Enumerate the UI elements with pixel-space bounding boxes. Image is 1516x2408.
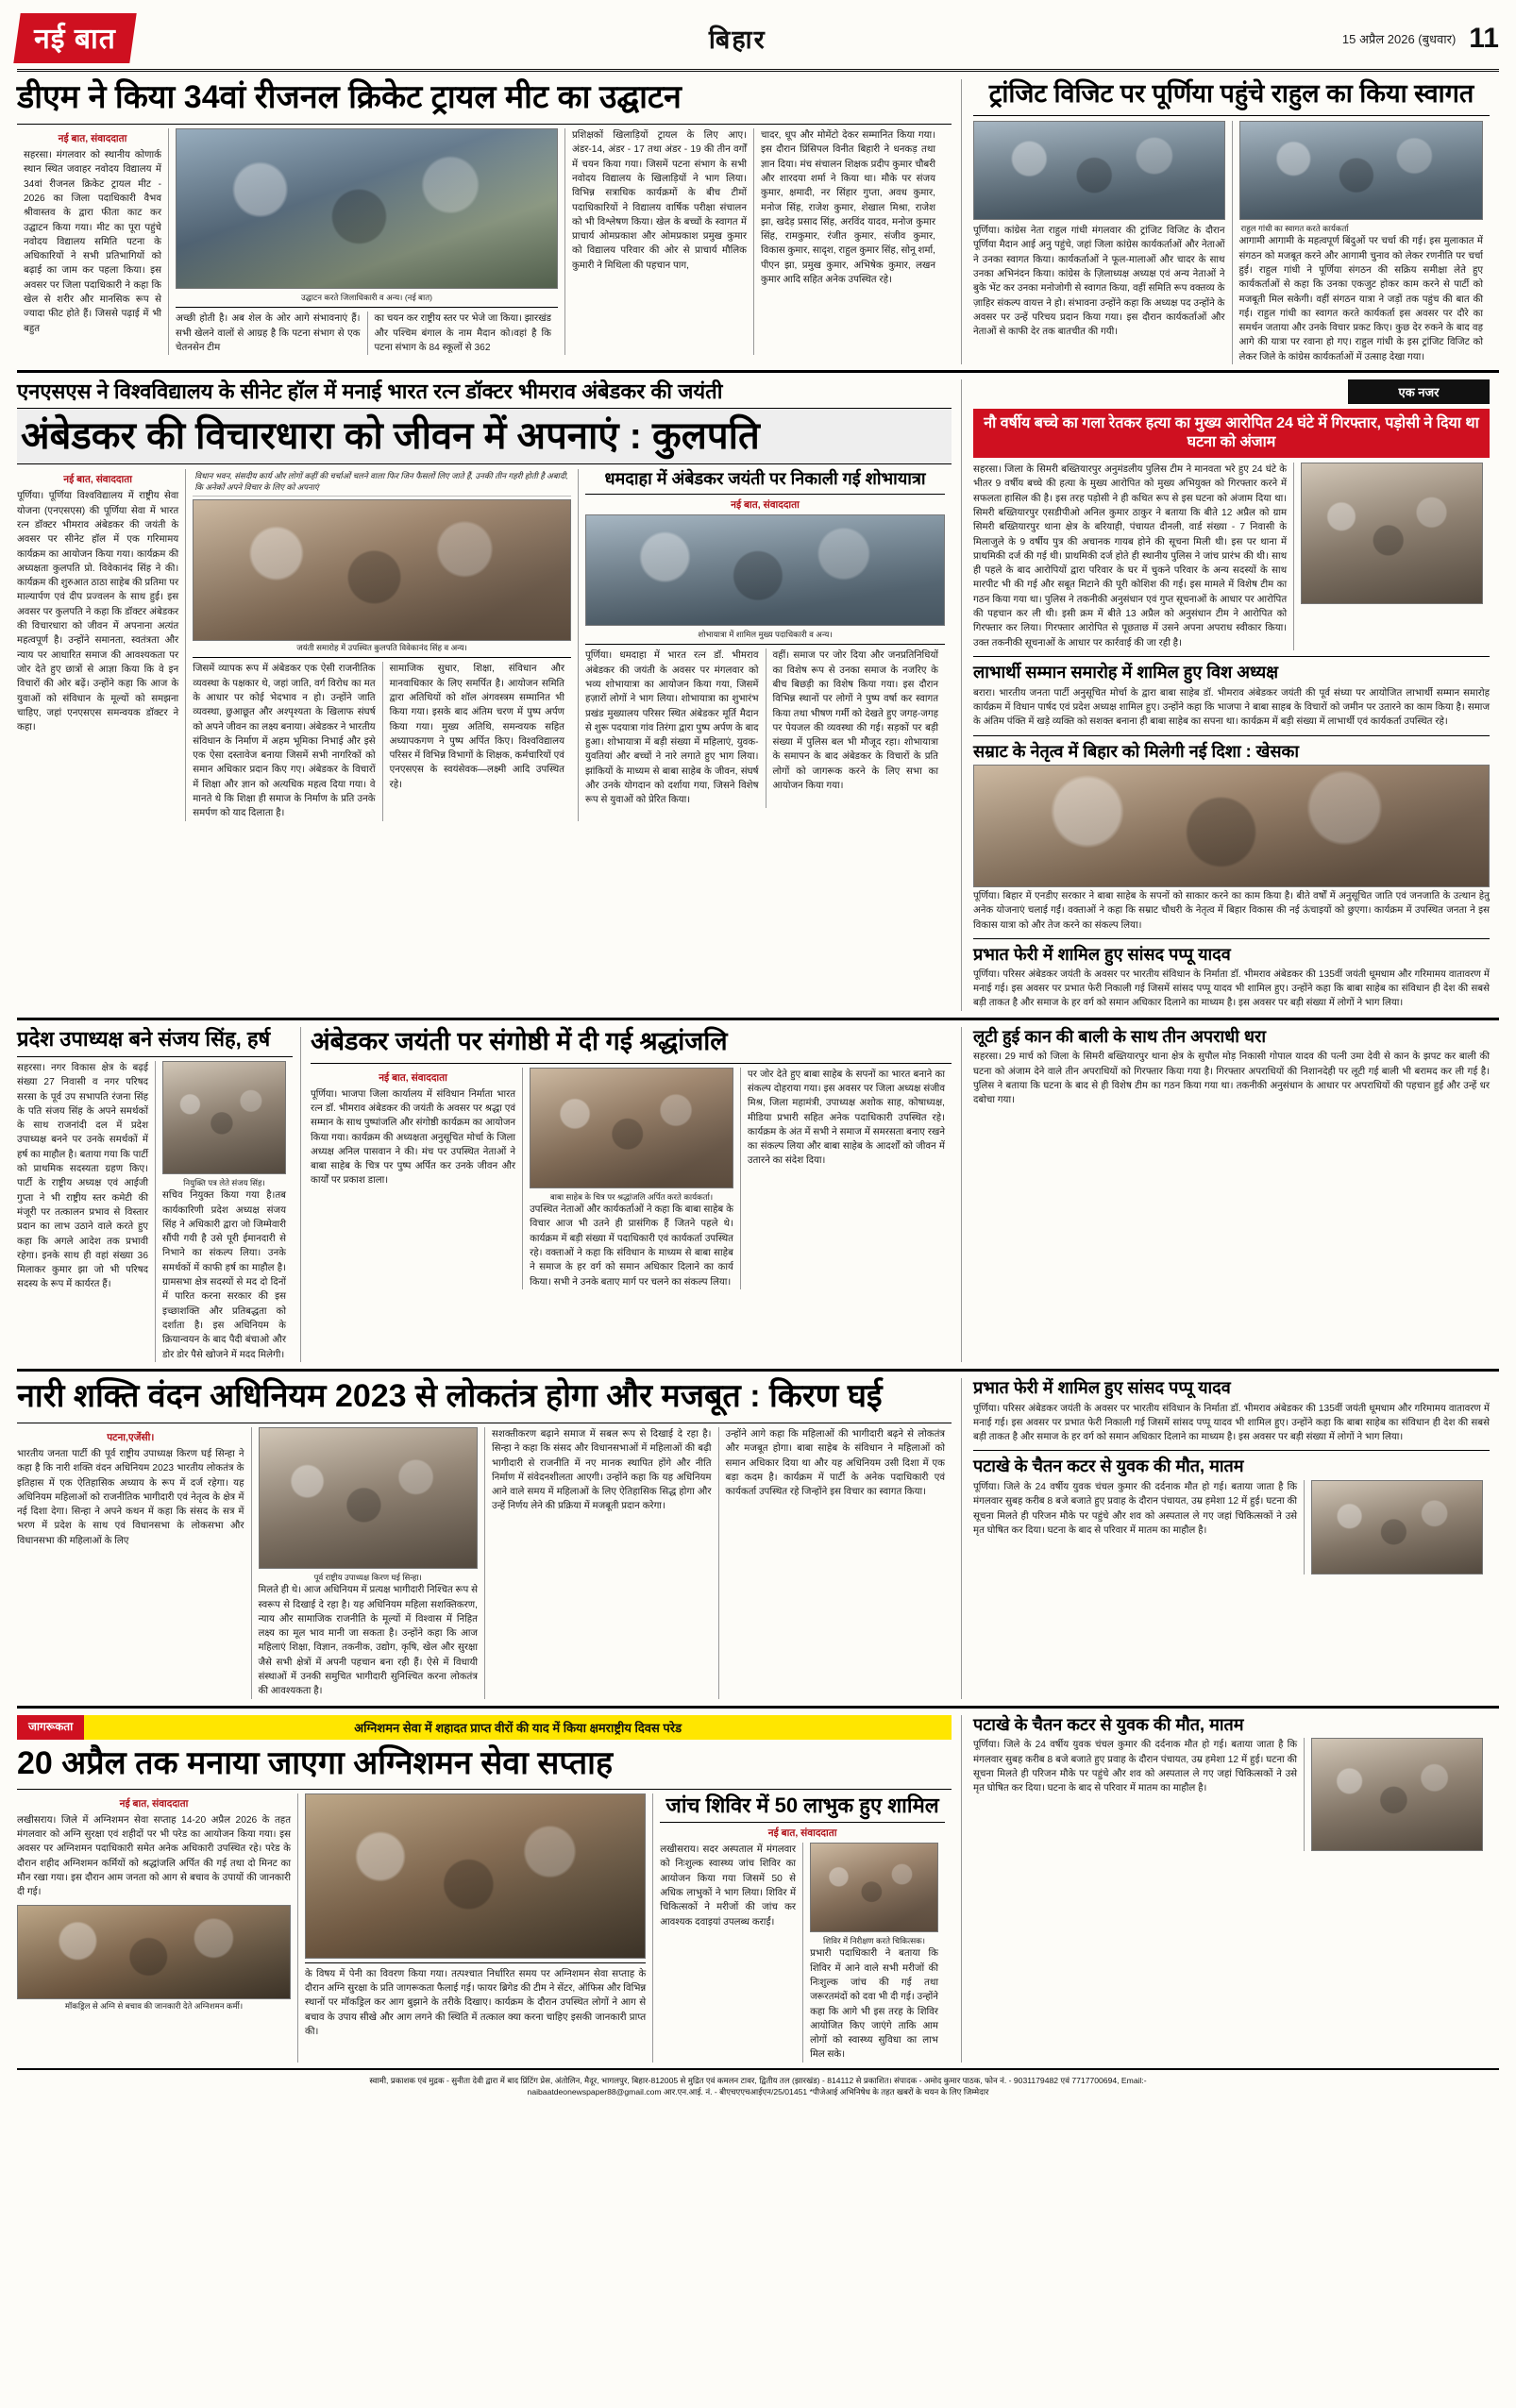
janch-photo-caption: शिविर में निरीक्षण करते चिकित्सक। <box>823 1936 926 1946</box>
rahul-photo-2 <box>1239 121 1484 220</box>
dhamdaha-col-1: पूर्णिया। धमदाहा में भारत रत्न डॉ. भीमराव अंबेडकर की जयंती के अवसर पर मंगलवार को भव्य शोभायात्रा का आयोजन किया गया, जिसमें हज़ारों लोगों ने भाग लिया। शोभायात्रा का शुभारंभ प्रखंड मुख्यालय परिसर स्थित अंबेडकर मूर्ति मैदान से शुरू पदयात्रा गांव तिरंगा द्वारा पुष्प अर्पण के बाद हुआ। शोभायात्रा में बड़ी संख्या में महिलाएं, युवक-युवतियां और बच्चों ने नारे लगाते हुए भाग लिया। झांकियों के माध्यम से बाबा साहेब के जीवन, संघर्ष और उनके योगदान को दर्शाया गया, जिसने विशेष रूप से युवाओं को प्रेरित किया। <box>585 650 759 806</box>
logo <box>13 13 136 63</box>
agnishaman-col-2: के विषय में पेनी का विवरण किया गया। तत्पश्चात निर्धारित समय पर अग्निशमन सेवा सप्ताह के दौरान अग्नि सुरक्षा के प्रति जागरूकता फैलाई गई। फायर ब्रिगेड की टीम ने सेंटर, ऑफिस और विभिन्न स्थानों पर मॉकड्रिल कर आग बुझाने के तरीके दिखाए। कार्यक्रम के दौरान उपस्थित लोगों ने आग से बचाव के उपाय सीखे और आग लगने की स्थिति में तत्काल क्या करना चाहिए इसकी जानकारी प्राप्त की। <box>305 1968 647 2037</box>
agnishaman-story <box>17 1715 961 2063</box>
loot-text: सहरसा। 29 मार्च को जिला के सिमरी बख्तियारपुर थाना क्षेत्र के सुपौल मोड़ निकासी गोपाल यादव की पत्नी उमा देवी से कान के झपट कर बाली की घटना को अंजाम देने वाले तीन अपराधियों को गिरफ्तार किया गया है। गिरफ्तार अपराधियों की निशानदेही पर लूटी गई बाली भी बरामद कर ली गई है। पुलिस ने बताया कि घटना के बाद से ही विशेष टीम का गठन किया गया था। तकनीकी अनुसंधान के आधार पर अपराधियों की पहचान हुई और उन्हें धर दबोचा गया। <box>973 1052 1490 1106</box>
janch-shivir-story <box>652 1793 952 2063</box>
janch-headline: जांच शिविर में 50 लाभुक हुए शामिल <box>665 1793 939 1817</box>
janch-photo <box>810 1843 938 1932</box>
nari-col-1: भारतीय जनता पार्टी की पूर्व राष्ट्रीय उपाध्यक्ष किरण घई सिन्हा ने कहा है कि नारी शक्ति वंदन अधिनियम 2023 भारतीय लोकतंत्र के इतिहास में एक ऐतिहासिक अध्याय के रूप में दर्ज रहेगा। यह अधिनियम महिलाओं को राजनीतिक भागीदारी एवं नेतृत्व के क्षेत्र में नई दिशा देगा। सिन्हा ने अपने कथन में कहा कि संसद के सत्र में भरण में प्रदेश के साथ एवं विधानसभा के लोकसभा और विधानसभा की महिलाओं के लिए <box>17 1448 244 1546</box>
rahul-photo-1 <box>973 121 1225 220</box>
agnishaman-photo-1 <box>305 1793 646 1959</box>
sanjay-photo-caption: नियुक्ति पत्र लेते संजय सिंह। <box>183 1177 265 1187</box>
agnishaman-band: अग्निशमन सेवा में शहादत प्राप्त वीरों की याद में किया क्षमराष्ट्रीय दिवस परेड <box>84 1715 952 1740</box>
ek-nazar-redbar: नौ वर्षीय बच्चे का गला रेतकर हत्या का मुख्य आरोपित 24 घंटे में गिरफ्तार, पड़ोसी ने दिया था घटना को अंजाम <box>973 409 1490 458</box>
lead-col-4: प्रशिक्षकों खिलाड़ियों ट्रायल के लिए आए। अंडर-14, अंडर - 17 तथा अंडर - 19 की तीन वर्गों में चयन किया गया। जिसमें पटना संभाग के सभी नवोदय विद्यालय के खिलाड़ियों ने भाग लिया। विभिन्न सत्राधिक कार्यक्रमों के बीच टीमों पदाधिकारियों ने विद्यालय वार्षिक परीक्षा संचालन को भी विश्लेषण किया। खेल के बच्चों के स्वागत में प्राचार्य ओमप्रकाश और ओमप्रकाश प्रमुख कुमार को विद्यालय परिवार की ओर से प्राचार्य मौलिक कुमारी ने मिथिला की पहचान पाग, <box>572 130 747 271</box>
nari-photo-caption: पूर्व राष्ट्रीय उपाध्यक्ष किरण घई सिन्हा। <box>313 1572 422 1582</box>
lead-photo-caption: उद्घाटन करते जिलाधिकारी व अन्य। (नई बात) <box>301 293 432 303</box>
nari-col-4: उन्होंने आगे कहा कि महिलाओं की भागीदारी बढ़ने से लोकतंत्र और मजबूत होगा। बाबा साहेब के संविधान ने महिलाओं को समान अधिकार दिया था और यह अधिनियम उसी दिशा में एक बड़ा कदम है। कार्यक्रम में पार्टी के अनेक पदाधिकारी एवं कार्यकर्ता उपस्थित रहे जिन्होंने इस विचार का स्वागत किया। <box>725 1428 945 1498</box>
ambedkar-photo-caption: जयंती समारोह में उपस्थित कुलपति विवेकानंद सिंह व अन्य। <box>296 643 467 653</box>
nari-col-3: सशक्तीकरण बढ़ाने समाज में सबल रूप से दिखाई दे रहा है। सिन्हा ने कहा कि संसद और विधानसभाओं में महिलाओं की बढ़ी भागीदारी से राजनीति में नए मानक स्थापित होंगे और नीति निर्माण में संवेदनशीलता आएगी। उन्होंने कहा कि यह अधिनियम आने वाले समय में महिलाओं के लिए ऐतिहासिक सिद्ध होगा और उन्हें निर्णय लेने की प्रक्रिया में मजबूती प्रदान करेगा। <box>492 1428 712 1512</box>
patakha-headline: पटाखे के चैतन कटर से युवक की मौत, मातम <box>973 1457 1244 1476</box>
dhamdaha-photo <box>585 514 945 626</box>
sangoshthi-col-1: पूर्णिया। भाजपा जिला कार्यालय में संविधान निर्माता भारत रत्न डॉ. भीमराव अंबेडकर की जयंती के अवसर पर श्रद्धा एवं सम्मान के साथ पुष्पांजलि और संगोष्ठी कार्यक्रम का आयोजन किया गया। कार्यक्रम की अध्यक्षता अनुसूचित मोर्चा के जिला अध्यक्ष अनिल पासवान ने की। मंच पर उपस्थित नेताओं ने बाबा साहेब के चित्र पर पुष्प अर्पित कर उनके जीवन और कार्यों पर प्रकाश डाला। <box>311 1088 516 1187</box>
ambedkar-kicker: एनएसएस ने विश्वविद्यालय के सीनेट हॉल में मनाई भारत रत्न डॉक्टर भीमराव अंबेडकर की जयंती <box>17 379 723 404</box>
page-number: 11 <box>1469 22 1499 54</box>
patakha-headline-2: पटाखे के चैतन कटर से युवक की मौत, मातम <box>973 1714 1244 1734</box>
janch-col-2: प्रभारी पदाधिकारी ने बताया कि शिविर में आने वाले सभी मरीजों की निःशुल्क जांच की गई तथा जरूरतमंदों को दवा भी दी गई। उन्होंने कहा कि आगे भी इस तरह के शिविर आयोजित किए जाएंगे ताकि आम लोगों को स्वास्थ्य सुविधा का लाभ मिल सके। <box>810 1948 938 2061</box>
labharthi-text: बरारा। भारतीय जनता पार्टी अनुसूचित मोर्चा के द्वारा बाबा साहेब डॉ. भीमराव अंबेडकर जयंती की पूर्व संध्या पर आयोजित लाभार्थी सम्मान समारोह कार्यक्रम में विधान पार्षद एवं प्रदेश अध्यक्ष शामिल हुए। उन्होंने कहा कि भाजपा ने बाबा साहब के विचारों को जमीन पर उतारने का काम किया है। समाज के अंतिम पंक्ति में खड़े व्यक्ति को सशक्त बनाना ही बाबा साहेब का सपना था। कार्यक्रम में बड़ी संख्या में लाभार्थी एवं कार्यकर्ता उपस्थित रहे। <box>973 687 1490 728</box>
lead-col-3: का चयन कर राष्ट्रीय स्तर पर भेजे जा किया। झारखंड और पश्चिम बंगाल के नाम मैदान को।वहां है कि पटना संभाग के 84 स्कूलों से 362 <box>374 313 551 354</box>
mid-block <box>17 379 1499 1011</box>
bottom-right-column <box>961 1715 1490 2063</box>
bottom-block <box>17 1715 1499 2063</box>
agnishaman-photo-caption: मॉकड्रिल से अग्नि से बचाव की जानकारी देते अग्निशमन कर्मी। <box>64 2000 244 2011</box>
footer-line-2: naibaatdeonewspaper88@gmail.com आर.एन.आई. नं. - बीएचएएचआईएन/25/01451 *पीजेआई अभिनिषेध के तहत खबरों के चयन के लिए जिम्मेदार <box>527 2087 989 2097</box>
lead-col-1: सहरसा। मंगलवार को स्थानीय कोणार्क स्थान स्थित जवाहर नवोदय विद्यालय में 34वां रीजनल क्रिकेट ट्रायल मीट - 2026 का जिला पदाधिकारी वैभव श्रीवास्तव के द्वारा फीता काट कर उद्घाटन किया गया। मीट का पूरा पहुंचे नवोदय विद्यालय समिति पटना के अधिकारियों ने सभी प्रतिभागियों को बढ़ाई का जाम कर पहला किया। इस अवसर पर जिला पदाधिकारी ने कहा कि खेल से शरीर और मानसिक रूप से ज्यादा फीट होते हैं। जिससे पढ़ाई में भी बहुत <box>24 150 161 334</box>
ambedkar-photo <box>193 499 571 641</box>
nari-block <box>17 1378 1499 1699</box>
labharthi-headline: लाभार्थी सम्मान समारोह में शामिल हुए विश अध्यक्ष <box>973 662 1279 682</box>
footer-line-1: स्वामी, प्रकाशक एवं मुद्रक - सुनीता देवी द्वारा में बाद प्रिंटिंग प्रेस, अंतोलिन, मैदूर, भागलपुर, बिहार-812005 से मुद्रित एवं कमलन टावर, द्वितीय तल (झारखंड) - 814112 से प्रकाशित। संपादक - अमोद कुमार पाठक, फोन नं. - 9031179482 एवं 7717700694, Email:- <box>369 2075 1147 2085</box>
top-block <box>17 79 1499 364</box>
lead-col-5: चादर, धूप और मोमेंटो देकर सम्मानित किया गया। इस दौरान प्रिंसिपल विनीत बिहारी ने धनकड़ तथा ज्ञान दिया। मंच संचालन शिक्षक प्रदीप कुमार चौबरी और शारदया शर्मा ने किया था। मौके पर संजय कुमार, क्षमादी, नर सिंहार गुप्ता, अवध कुमार, मनोज सिंह, राजेश कुमार, शेखाल मिश्रा, राजेश झा, खदेड़ प्रसाद सिंह, अरविंद यादव, मनोज कुमार सिंह, रामकुमार, रंजीत कुमार, संजीव कुमार, विकास कुमार, सादृश, राहुल कुमार सिंह, सोनू शर्मा, पीएन झा, प्रमुख कुमार, अभिषेक कुमार, लखन कुमार आदि सहित अनेक उपस्थित रहे। <box>761 130 935 286</box>
patakha-text: पूर्णिया। जिले के 24 वर्षीय युवक चंचल कुमार की दर्दनाक मौत हो गई। बताया जाता है कि मंगलवार सुबह करीब 8 बजे बजाते हुए प्रवाह के दौरान पंचायत, उम्र हमेशा 12 में हुई। घटना की सूचना मिलते ही परिजन मौके पर पहुंचे और शव को अस्पताल ले गए जहां चिकित्सकों ने उसे मृत घोषित कर दिया। घटना के बाद से परिवार में मातम का माहौल है। <box>973 1482 1298 1537</box>
samrat-text: पूर्णिया। बिहार में एनडीए सरकार ने बाबा साहेब के सपनों को साकार करने का काम किया है। बीते वर्षों में अनुसूचित जाति एवं जनजाति के उत्थान हेतु अनेक योजनाएं चलाई गईं। वक्ताओं ने कहा कि सम्राट चौधरी के नेतृत्व में बिहार विकास की नई ऊंचाइयों को छुएगा। कार्यक्रम में उपस्थित जनता ने इस विकास यात्रा को और तेज करने का संकल्प लिया। <box>973 891 1490 931</box>
samrat-photo <box>973 765 1490 887</box>
lead-headline: डीएम ने किया 34वां रीजनल क्रिकेट ट्रायल मीट का उद्घाटन <box>17 79 682 115</box>
nari-byline: पटना,एजेंसी। <box>107 1431 155 1443</box>
sangoshthi-col-2: उपस्थित नेताओं और कार्यकर्ताओं ने कहा कि बाबा साहेब के विचार आज भी उतने ही प्रासंगिक हैं जितने पहले थे। कार्यक्रम में बड़ी संख्या में पदाधिकारी एवं कार्यकर्ता उपस्थित रहे। वक्ताओं ने कहा कि संविधान के माध्यम से बाबा साहेब ने समाज के हर वर्ग को समान अधिकार दिलाने का कार्य किया। सभी ने उनके बताए मार्ग पर चलने का संकल्प लिया। <box>530 1204 733 1288</box>
sanjay-col-2: सचिव नियुक्त किया गया है।तब कार्यकारिणी प्रदेश अध्यक्ष संजय सिंह ने अधिकारी द्वारा जो जिम्मेवारी सौंपी गयी है उसे पूरी ईमानदारी से निभाने का संकल्प लिया। उनके समर्थकों में काफी हर्ष का माहौल है। ग्रामसभा क्षेत्र सदस्यों से मद दो दिनों में पारित करना सरकार की इस इच्छाशक्ति और प्रतिबद्धता को दर्शाता है। इस अधिनियम के क्रियान्वयन के बाद पैदी बंचाओ और डोर डोर पैसे खोजने में मदद मिलेगी। <box>162 1190 286 1360</box>
agnishaman-headline: 20 अप्रैल तक मनाया जाएगा अग्निशमन सेवा सप्ताह <box>17 1744 614 1781</box>
sangoshthi-col-3: पर जोर देते हुए बाबा साहेब के सपनों का भारत बनाने का संकल्प दोहराया गया। इस अवसर पर जिला अध्यक्ष संजीव मिश्र, जिला महामंत्री, उपाध्यक्ष अशोक साह, कोषाध्यक्ष, मीडिया प्रभारी सहित अनेक पदाधिकारी उपस्थित रहे। कार्यक्रम के अंत में सभी ने समाज में समरसता बनाए रखने का संकल्प लिया और बाबा साहेब के आदर्शों को जीवन में उतारने का संदेश दिया। <box>747 1069 945 1167</box>
edition-name: बिहार <box>708 25 766 54</box>
lead-col-2: अच्छी होती है। अब शेल के ओर आगे संभावनाएं हैं। सभी खेलने वालों से आग्रह है कि पटना संभाग से एक चेतनसेन टीम <box>176 313 361 354</box>
rahul-col-2: आगामी आगामी के महत्वपूर्ण बिंदुओं पर चर्चा की गई। इस मुलाकात में संगठन को मजबूत करने और आगामी चुनाव को लेकर रणनीति पर चर्चा हुई। राहुल गांधी ने पूर्णिया संगठन की सक्रिय समीक्षा लेते हुए कार्यकर्ताओं से कहा कि उनका एकजुट होकर काम करने से पार्टी को मजबूती मिल सकेगी। वहीं संगठन यात्रा ने जड़ों तक पहुंच की बात की गई। राहुल गांधी का स्वागत करते कार्यकर्ता इस अवसर पर दौरे का समर्थन जताया और उनके विचार प्रकट किए। कुछ देर रुकने के बाद वह आगे की यात्रा पर रवाना हो गए। राहुल गांधी के इस ट्रांजिट विजिट को लेकर जिले के कांग्रेस कार्यकर्ताओं में उत्साह देखा गया। <box>1238 236 1483 362</box>
dhamdaha-photo-caption: शोभायात्रा में शामिल मुख्य पदाधिकारी व अन्य। <box>698 630 833 640</box>
sangoshthi-story <box>300 1027 961 1362</box>
dhamdaha-col-2: वहीं। समाज पर जोर दिया और जनप्रतिनिधियों का विशेष रूप से उनका समाज के नजरिए के बीच बिछड़ी का विशेष किया गया। इस दौरान विभिन्न स्थानों पर लोगों ने पुष्प वर्षा कर स्वागत किया तथा भीषण गर्मी को देखते हुए जगह-जगह पर पेयजल की व्यवस्था की गई। सड़कों पर बड़ी संख्या में पुलिस बल भी मौजूद रहा। शोभायात्रा के समापन के बाद अंबेडकर के विचारों के प्रति लोगों को जागरूक करने के लिए सभा का आयोजन किया गया। <box>772 650 938 792</box>
nari-col-2: मिलते ही थे। आज अधिनियम में प्रत्यक्ष भागीदारी निश्चित रूप से स्वरूप से दिखाई दे रहा है। यह अधिनियम महिला सशक्तिकरण, न्याय और सामाजिक राजनीति के मूल्यों में विश्वास में निहित लक्ष्य का मूल भाव मानी जा सकता है। उन्होंने कहा कि आज महिलाएं शिक्षा, विज्ञान, तकनीक, उद्योग, कृषि, खेल और सुरक्षा जैसे सभी क्षेत्रों में अपनी पहचान बना रही हैं। ऐसे में विधायी संस्थाओं में उनकी समुचित भागीदारी सुनिश्चित करना लोकतंत्र की आवश्यकता है। <box>258 1585 478 1697</box>
agnishaman-photo-2 <box>17 1905 291 1999</box>
sangoshthi-photo-caption: बाबा साहेब के चित्र पर श्रद्धांजलि अर्पित करते कार्यकर्ता। <box>549 1191 714 1202</box>
ambedkar-col-2: जिसमें व्यापक रूप में अंबेडकर एक ऐसी राजनीतिक व्यवस्था के पक्षकार थे, जहां जाति, वर्ग विरोध का मत के आधार पर कोई भेदभाव न हो। उन्होंने जाति व्यवस्था, छुआछूत और अश्पृश्यता के खिलाफ संघर्ष को अपने जीवन का लक्ष्य बनाया। अंबेडकर ने भारतीय संविधान के निर्माण में अहम भूमिका निभाई और इसे एक ऐसा दस्तावेज बनाया जिसमें सभी नागरिकों को समान अधिकार प्रदान किए गए। अंबेडकर के विचारों में शिक्षा और ज्ञान को अत्यधिक महत्व दिया गया। वे मानते थे कि शिक्षा ही समाज के निर्माण के प्रति उनके समर्पण को याद दिलाता है। <box>193 664 376 819</box>
sangoshthi-byline: नई बात, संवाददाता <box>379 1071 447 1084</box>
lead-byline: नई बात, संवाददाता <box>58 133 127 145</box>
pradesh-upadhyaksh-story <box>17 1027 300 1362</box>
ambedkar-headline: अंबेडकर की विचारधारा को जीवन में अपनाएं : कुलपति <box>17 408 952 464</box>
sanjay-col-1: सहरसा। नगर विकास क्षेत्र के बढ़ई संख्या 27 निवासी व नगर परिषद सरसा के पूर्व उप सभापति रंजना सिंह के पति संजय सिंह के अपने समर्थकों के साथ राजनांदी दल में प्रदेश उपाध्यक्ष बनने पर उनके समर्थकों में हर्ष का माहौल है। बताया गया कि पार्टी को प्राथमिक सदस्यता ग्रहण किए। पार्टी के राष्ट्रीय अध्यक्ष एवं आईजी गुप्ता ने भी राष्ट्रीय स्तर कमेटी की मंजूरी पर तत्कालन प्रभाव से विस्तार प्रदान का लाभ उठाने वाले करते हुए कहा कि अगले आदेश तक प्रभावी रहेगा। इनके साथ ही वहां संख्या 36 मिलाकर कुमार झा जो भी परिषद सदस्य के रूप में कार्यरत हैं। <box>17 1062 148 1290</box>
sangoshthi-photo <box>530 1068 733 1188</box>
janch-byline: नई बात, संवाददाता <box>767 1827 837 1840</box>
lead-photo <box>176 128 558 289</box>
pappu-text-2: पूर्णिया। परिसर अंबेडकर जयंती के अवसर पर भारतीय संविधान के निर्माता डॉ. भीमराव अंबेडकर की 135वीं जयंती धूमधाम और गरिमामय वातावरण में मनाई गई। इस अवसर पर प्रभात फेरी निकाली गई जिसमें सांसद पप्पू यादव भी शामिल हुए। उन्होंने कहा कि बाबा साहेब का संविधान ही देश की सबसे बड़ी ताकत है और समाज के हर वर्ग को समान अधिकार दिलाने का माध्यम है। इस अवसर पर बड़ी संख्या में लोगों ने भाग लिया। <box>973 1403 1490 1443</box>
third-right-column <box>961 1027 1490 1362</box>
lead-story <box>17 79 961 364</box>
footer <box>17 2068 1499 2098</box>
ek-nazar-label: एक नजर <box>1348 379 1490 404</box>
nari-story <box>17 1378 961 1699</box>
rahul-headline: ट्रांजिट विजिट पर पूर्णिया पहुंचे राहुल का किया स्वागत <box>988 79 1474 108</box>
logo-text: नई बात <box>34 24 116 55</box>
third-block <box>17 1027 1499 1362</box>
ambedkar-col-1: पूर्णिया। पूर्णिया विश्वविद्यालय में राष्ट्रीय सेवा योजना (एनएसएस) की पूर्णिया सेवा में भारत रत्न डॉक्टर भीमराव अंबेडकर की जयंती के अवसर पर सीनेट हॉल में एक गरिमामय कार्यक्रम का आयोजन किया गया। कार्यक्रम की अध्यक्षता कुलपति प्रो. विवेकानंद सिंह ने की। कार्यक्रम की शुरुआत ठाठा साहेब की प्रतिमा पर माल्यार्पण एवं दीप प्रज्वलन के साथ हुई। इस अवसर पर कुलपति ने कहा कि डॉक्टर अंबेडकर की विचारधारा को जीवन में अपनाना अत्यंत महत्वपूर्ण है। उन्होंने समानता, स्वतंत्रता और न्याय पर आधारित समाज की आवश्यकता पर जोर देते हुए छात्रों से आज्ञा किया कि वे इन विचारों की ओर बढ़ें। उन्होंने कहा कि आज के युवाओं को संविधान के मूल्यों को समझना चाहिए, जहां एनएसएस समन्वयक डॉक्टर ने कहा। <box>17 491 179 733</box>
accused-photo <box>1301 463 1483 604</box>
ek-nazar-column <box>961 379 1490 1011</box>
pappu-text: पूर्णिया। परिसर अंबेडकर जयंती के अवसर पर भारतीय संविधान के निर्माता डॉ. भीमराव अंबेडकर की 135वीं जयंती धूमधाम और गरिमामय वातावरण में मनाई गई। इस अवसर पर प्रभात फेरी निकाली गई जिसमें सांसद पप्पू यादव भी शामिल हुए। उन्होंने कहा कि बाबा साहेब का संविधान ही देश की सबसे बड़ी ताकत है और समाज के हर वर्ग को समान अधिकार दिलाने का माध्यम है। इस अवसर पर बड़ी संख्या में लोगों ने भाग लिया। <box>973 968 1490 1009</box>
dhamdaha-headline: धमदाहा में अंबेडकर जयंती पर निकाली गई शोभायात्रा <box>604 469 926 489</box>
ambedkar-col-3: सामाजिक सुधार, शिक्षा, संविधान और मानवाधिकार के लिए समर्पित है। आयोजन समिति द्वारा अतिथियों को शॉल अंगवस्त्रम सम्मानित भी किया गया। इसके बाद अंतिम चरण में पुष्प अर्पण किया गया। मुख्य अतिथि, समन्वयक सहित अध्यापकगण ने पुष्प अर्पित किए। विश्वविद्यालय परिसर में विभिन्न विभागों के शिक्षक, कर्मचारियों एवं एनएसएस के स्वयंसेवक—लक्ष्मी आदि उपस्थित रहे। <box>389 664 564 790</box>
ambedkar-byline: नई बात, संवाददाता <box>63 474 132 486</box>
ambedkar-photo-overline: विधान भवन, संसदीय कार्य और लोगों कहीं की चर्चाओं चलने वाला फिर जिन फैसलों लिए जाते हैं, उनकी तीन गहरी होती है अबादी, कि अनेकों अपने विचार के लिए को अपनाएं <box>193 469 571 497</box>
nari-headline: नारी शक्ति वंदन अधिनियम 2023 से लोकतंत्र होगा और मजबूत : किरण घई <box>17 1377 883 1414</box>
dhamdaha-byline: नई बात, संवाददाता <box>731 499 800 512</box>
patakha-photo-2 <box>1311 1738 1483 1851</box>
nari-right-column <box>961 1378 1490 1699</box>
agnishaman-byline: नई बात, संवाददाता <box>119 1797 189 1810</box>
nari-photo <box>259 1427 479 1569</box>
samrat-headline: सम्राट के नेतृत्व में बिहार को मिलेगी नई दिशा : खेसका <box>973 741 1300 761</box>
loot-headline: लूटी हुई कान की बाली के साथ तीन अपराधी धरा <box>973 1026 1267 1046</box>
pappu-headline-2: प्रभात फेरी में शामिल हुए सांसद पप्पू यादव <box>973 1377 1231 1397</box>
patakha-photo <box>1311 1480 1483 1574</box>
sanjay-headline: प्रदेश उपाध्यक्ष बने संजय सिंह, हर्ष <box>17 1026 271 1051</box>
pappu-headline: प्रभात फेरी में शामिल हुए सांसद पप्पू यादव <box>973 945 1231 965</box>
sanjay-photo <box>162 1061 286 1174</box>
ek-nazar-text: सहरसा। जिला के सिमरी बख्तियारपुर अनुमंडलीय पुलिस टीम ने मानवता भरे हुए 24 घंटे के भीतर 9 वर्षीय बच्चे की हत्या के मुख्य आरोपित को मुख्य अभियुक्त को गिरफ्तार करने में सफलता हासिल की है। इस तरह पड़ोसी ने ही कथित रूप से इस घटना को अंजाम दिया था। सिमरी बख्तियारपुर एसडीपीओ अनिल कुमार ठाकुर ने बताया कि बीते 12 अप्रैल को ग्राम सिमरी बख्तियारपुर थाना क्षेत्र के बरियाही, पंचायत दीनली, वार्ड संख्या - 7 निवासी के मिलाजुले के 9 वर्षीय पुत्र की अचानक गायब होने की सूचना मिली थी। इस पर थाना में प्राथमिकी दर्ज की गई थी। प्राथमिकी दर्ज होते ही स्थानीय पुलिस ने जांच प्रारंभ की थी। साथ ही पहले के बाद आरोपियों द्वारा परिवार के घर में चुकने परिवार के अन्य सदस्यों के साथ मारपीट भी की गई और सबूत मिटाने की पूरी कोशिश की गई। इस मामले में विशेष टीम का गठन किया गया था। पुलिस ने तकनीकी अनुसंधान एवं गुप्त सूचनाओं के आधार पर आरोपित की पहचान कर ली थी। इसी क्रम में बीते 13 अप्रैल को अनुसंधान टीम ने आरोपित को गिरफ्तार कर लिया। गिरफ्तार आरोपित से पूछताछ में उसने अपना अपराध स्वीकार किया। उक्त तकनीकी सूचनाओं के आधार पर कार्रवाई की जा रही है। <box>973 464 1288 648</box>
publication-date: 15 अप्रैल 2026 (बुधवार) <box>1341 31 1457 46</box>
rahul-col-1: पूर्णिया। कांग्रेस नेता राहुल गांधी मंगलवार की ट्रांजिट विजिट के दौरान पूर्णिया मैदान आई अनु पहुंचे, जहां जिला कांग्रेस कार्यकर्ताओं और नेताओं ने उनका स्वागत किया। कार्यकर्ताओं ने फूल-मालाओं और चादर के साथ उनका अभिनंदन किया। कांग्रेस के ज़िलाध्यक्ष अध्यक्ष एवं अन्य नेताओं ने बुके भेंट कर उनका मनोजोगी से स्वागत किया, वहीं समिति रूप वक्तव्य के ज़ाहिर संकल्प वायत्त ने हो। संभावना उन्होंने कहा कि अध्यक्ष पद उन्होंने के अवसर पर उन्हें परिचय प्रदान किया गया। इस दौरान कार्यकर्ताओं और नेताओं से काफी देर तक बातचीत की गयी। <box>973 226 1225 338</box>
masthead <box>17 13 1499 72</box>
jagrukta-tag: जागरूकता <box>17 1715 84 1740</box>
sangoshthi-headline: अंबेडकर जयंती पर संगोष्ठी में दी गई श्रद्धांजलि <box>311 1026 728 1055</box>
rahul-photo-caption: राहुल गांधी का स्वागत करते कार्यकर्ता <box>1240 224 1349 234</box>
rahul-visit-story <box>961 79 1490 364</box>
ambedkar-story <box>17 379 961 1011</box>
dhamdaha-story <box>578 469 952 820</box>
agnishaman-col-1: लखीसराय। जिले में अग्निशमन सेवा सप्ताह 14-20 अप्रैल 2026 के तहत मंगलवार को अग्नि सुरक्षा एवं शहीदों पर भी परेड का आयोजन किया गया। इस अवसर पर अग्निशमन पदाधिकारी समेत अनेक अधिकारी उपस्थित रहे। परेड के दौरान शहीद अग्निशमन कर्मियों को श्रद्धांजलि अर्पित की गई तथा दो मिनट का मौन रखा गया। इस दौरान आम जनता को आग से बचाव के उपायों की जानकारी दी गई। <box>17 1814 291 1898</box>
patakha-text-3: पूर्णिया। जिले के 24 वर्षीय युवक चंचल कुमार की दर्दनाक मौत हो गई। बताया जाता है कि मंगलवार सुबह करीब 8 बजे बजाते हुए प्रवाह के दौरान पंचायत, उम्र हमेशा 12 में हुई। घटना की सूचना मिलते ही परिजन मौके पर पहुंचे और शव को अस्पताल ले गए जहां चिकित्सकों ने उसे मृत घोषित कर दिया। घटना के बाद से परिवार में मातम का माहौल है। <box>973 1740 1298 1794</box>
janch-col-1: लखीसराय। सदर अस्पताल में मंगलवार को निःशुल्क स्वास्थ्य जांच शिविर का आयोजन किया गया जिसमें 50 से अधिक लाभुकों ने भाग लिया। शिविर में चिकित्सकों ने मरीजों की जांच कर आवश्यक दवाइयां उपलब्ध कराईं। <box>660 1844 797 1928</box>
